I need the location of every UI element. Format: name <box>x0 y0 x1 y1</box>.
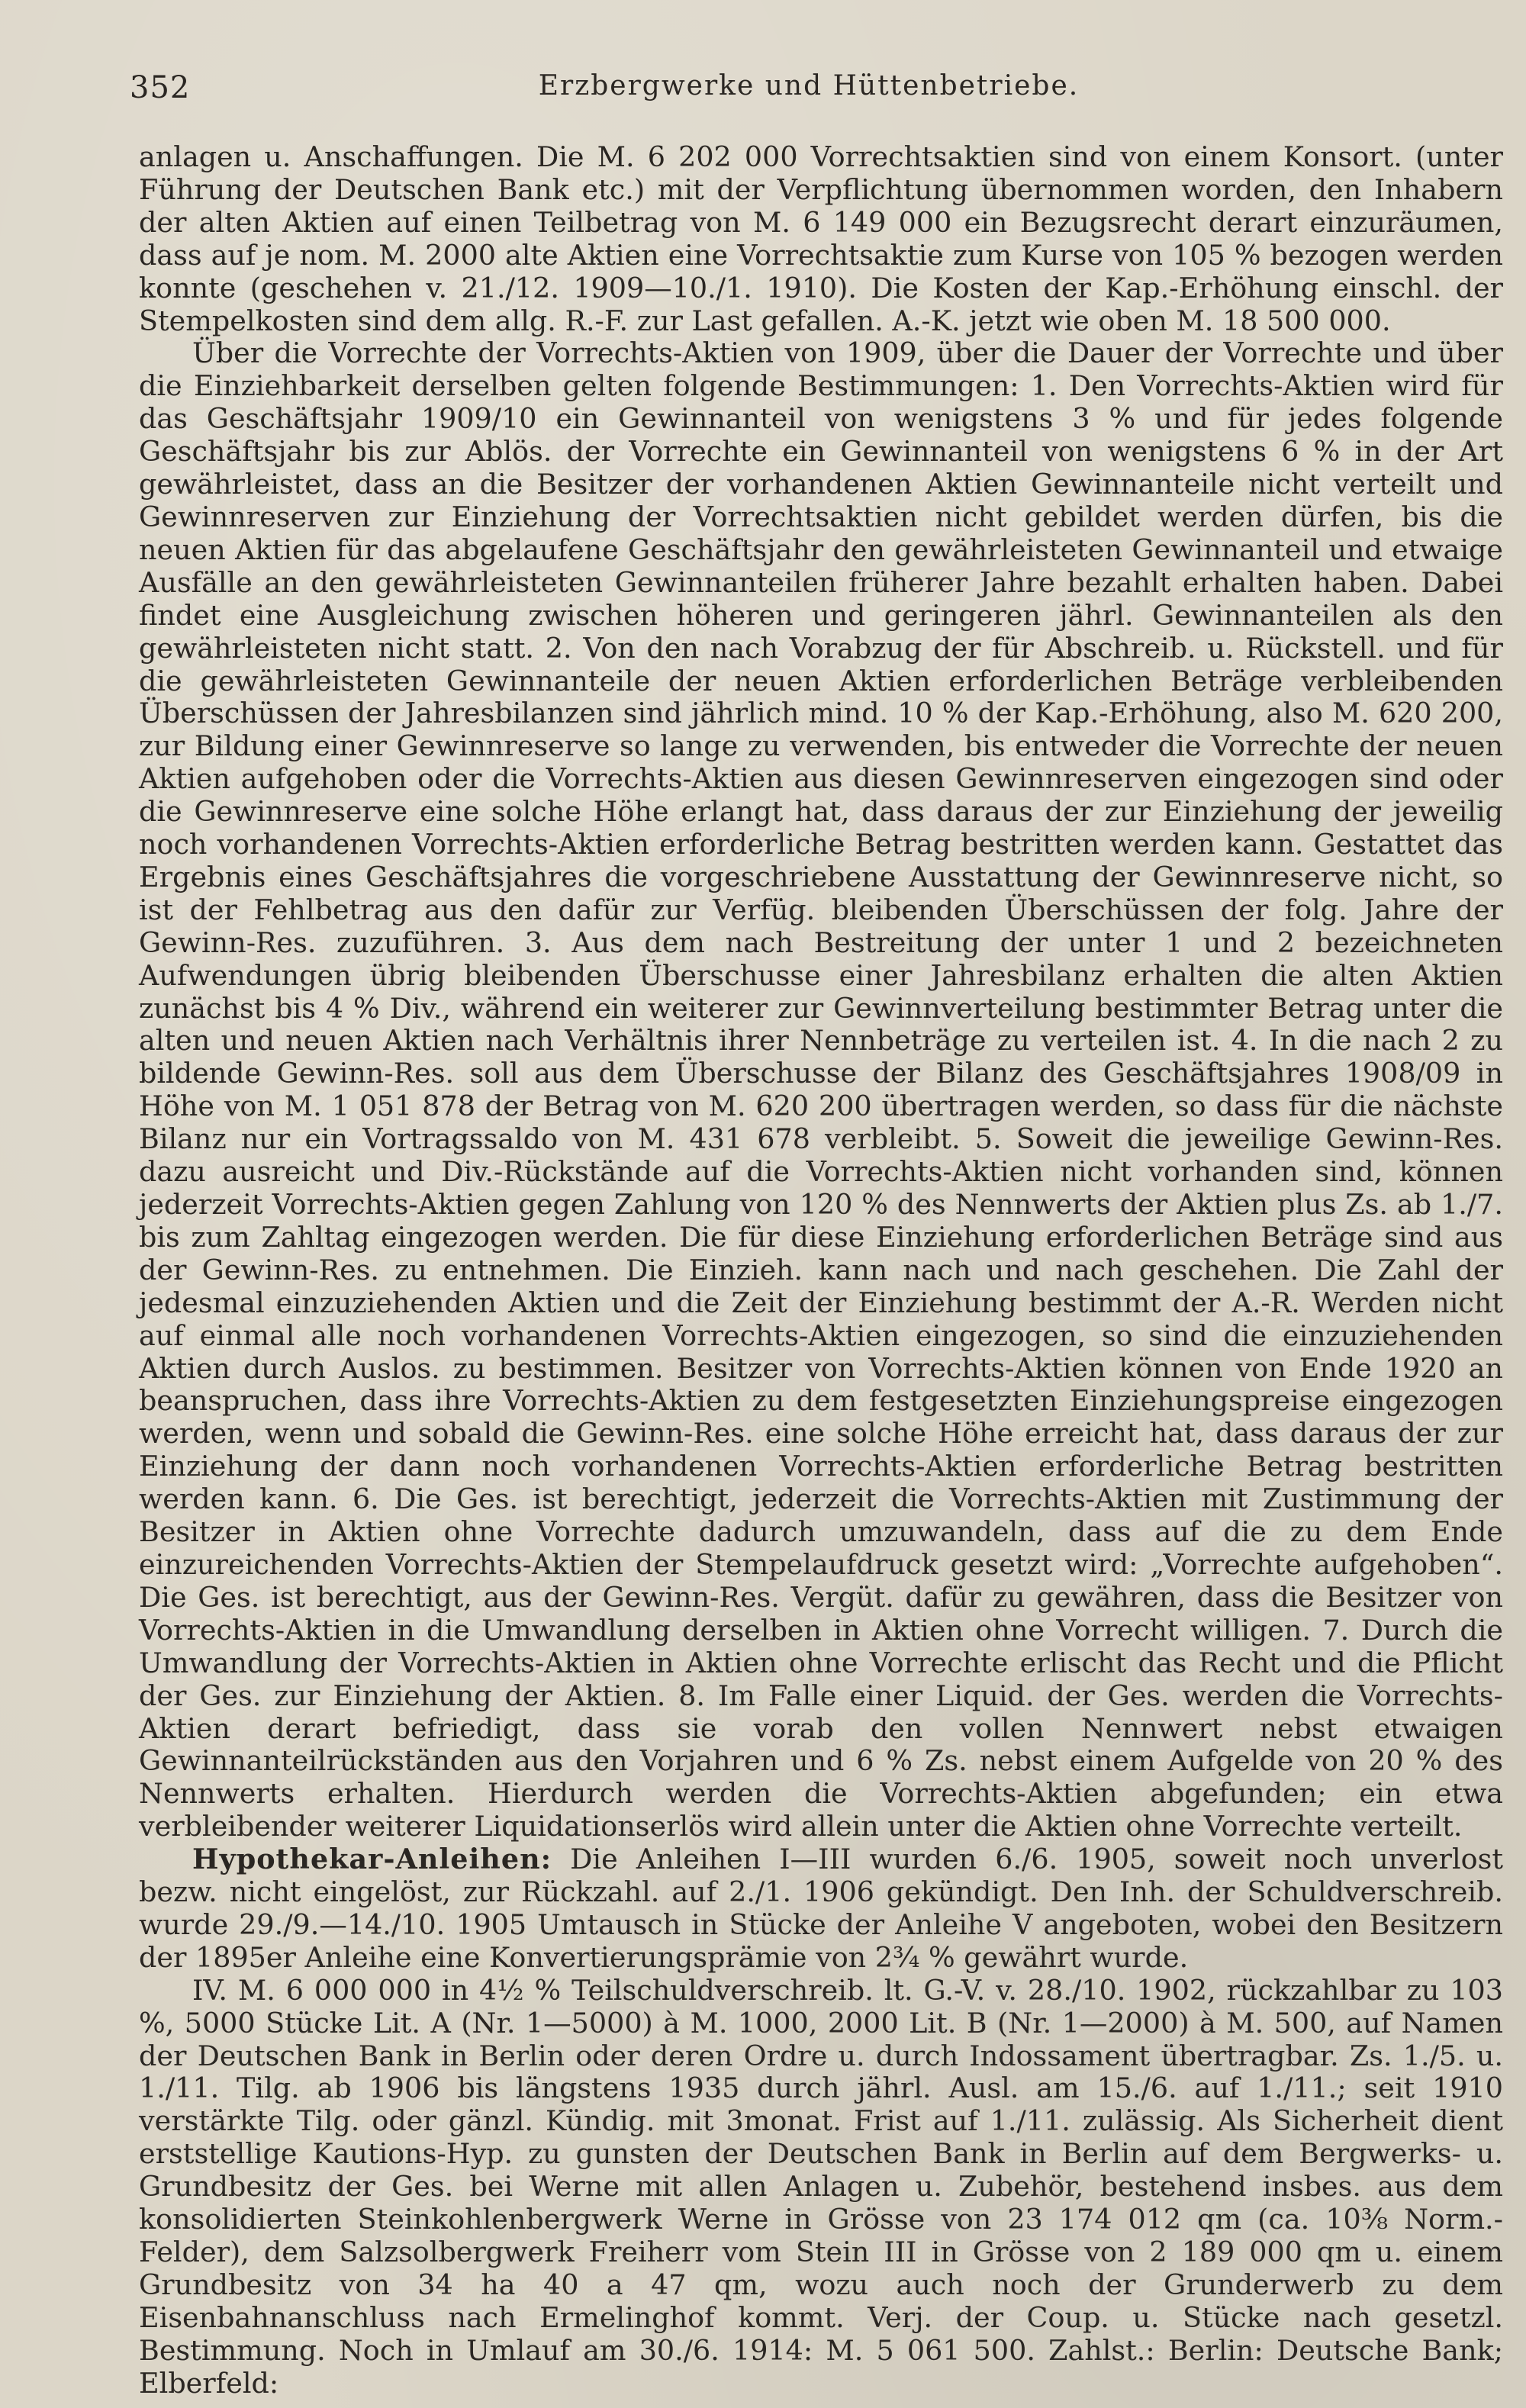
mortgage-loans-text: Die Anleihen I—III wurden 6./6. 1905, soweit noch unverlost bezw. nicht eingelöst, zur Rückzahl. auf 2./1. 1906 gekündigt. Den Inh. der Schuldverschreib. wurde 29./9.—14./10. 1905 Umtausch in Stücke der Anleihe V angeboten, wobei den Besitzern der 1895er Anleihe eine Konvertierungsprämie von 2³⁄₄ % gewährt wurde. <box>139 1843 1503 1974</box>
paragraph-preferred-share-rights: Über die Vorrechte der Vorrechts-Aktien von 1909, über die Dauer der Vorrechte und über die Einziehbarkeit derselben gelten folgende Bestimmungen: 1. Den Vorrechts-Aktien wird für das Geschäftsjahr 1909/10 ein Gewinnanteil von wenigstens 3 % und für jedes folgende Geschäftsjahr bis zur Ablös. der Vorrechte ein Gewinnanteil von wenigstens 6 % in der Art gewährleistet, dass an die Besitzer der vorhandenen Aktien Gewinnanteile nicht verteilt und Gewinnreserven zur Einziehung der Vorrechtsaktien nicht gebildet werden dürfen, bis die neuen Aktien für das abgelaufene Geschäftsjahr den gewährleisteten Gewinnanteil und etwaige Ausfälle an den gewährleisteten Gewinnanteilen früherer Jahre bezahlt erhalten haben. Dabei findet eine Ausgleichung zwischen höheren und geringeren jährl. Gewinnanteilen als den gewährleisteten nicht statt. 2. Von den nach Vorabzug der für Abschreib. u. Rückstell. und für die gewährleisteten Gewinnanteile der neuen Aktien erforderlichen Beträge verbleibenden Überschüssen der Jahresbilanzen sind jährlich mind. 10 % der Kap.-Erhöhung, also M. 620 200, zur Bildung einer Gewinnreserve so lange zu verwenden, bis entweder die Vorrechte der neuen Aktien aufgehoben oder die Vorrechts-Aktien aus diesen Gewinnreserven eingezogen sind oder die Gewinnreserve eine solche Höhe erlangt hat, dass daraus der zur Einziehung der jeweilig noch vorhandenen Vorrechts-Aktien erforderliche Betrag bestritten werden kann. Gestattet das Ergebnis eines Geschäftsjahres die vorgeschriebene Ausstattung der Gewinnreserve nicht, so ist der Fehlbetrag aus den dafür zur Verfüg. bleibenden Überschüssen der folg. Jahre der Gewinn-Res. zuzuführen. 3. Aus dem nach Bestreitung der unter 1 und 2 bezeichneten Aufwendungen übrig bleibenden Überschusse einer Jahresbilanz erhalten die alten Aktien zunächst bis 4 % Div., während ein weiterer zur Gewinnverteilung bestimmter Betrag unter die alten und neuen Aktien nach Verhältnis ihrer Nennbeträge zu verteilen ist. 4. In die nach 2 zu bildende Gewinn-Res. soll aus dem Überschusse der Bilanz des Geschäftsjahres 1908/09 in Höhe von M. 1 051 878 der Betrag von M. 620 200 übertragen werden, so dass für die nächste Bilanz nur ein Vortragssaldo von M. 431 678 verbleibt. 5. Soweit die jeweilige Gewinn-Res. dazu ausreicht und Div.-Rückstände auf die Vorrechts-Aktien nicht vorhanden sind, können jederzeit Vorrechts-Aktien gegen Zahlung von 120 % des Nennwerts der Aktien plus Zs. ab 1./7. bis zum Zahltag eingezogen werden. Die für diese Einziehung erforderlichen Beträge sind aus der Gewinn-Res. zu entnehmen. Die Einzieh. kann nach und nach geschehen. Die Zahl der jedesmal einzuziehenden Aktien und die Zeit der Einziehung bestimmt der A.-R. Werden nicht auf einmal alle noch vorhandenen Vorrechts-Aktien eingezogen, so sind die einzuziehenden Aktien durch Auslos. zu bestimmen. Besitzer von Vorrechts-Aktien können von Ende 1920 an beanspruchen, dass ihre Vorrechts-Aktien zu dem festgesetzten Einziehungspreise eingezogen werden, wenn und sobald die Gewinn-Res. eine solche Höhe erreicht hat, dass daraus der zur Einziehung der dann noch vorhandenen Vorrechts-Aktien erforderliche Betrag bestritten werden kann. 6. Die Ges. ist berechtigt, jederzeit die Vorrechts-Aktien mit Zustimmung der Besitzer in Aktien ohne Vorrechte dadurch umzuwandeln, dass auf die zu dem Ende einzureichenden Vorrechts-Aktien der Stempelaufdruck gesetzt wird: „Vorrechte aufgehoben“. Die Ges. ist berechtigt, aus der Gewinn-Res. Vergüt. dafür zu gewähren, dass die Besitzer von Vorrechts-Aktien in die Umwandlung derselben in Aktien ohne Vorrecht willigen. 7. Durch die Umwandlung der Vorrechts-Aktien in Aktien ohne Vorrechte erlischt das Recht und die Pflicht der Ges. zur Einziehung der Aktien. 8. Im Falle einer Liquid. der Ges. werden die Vorrechts-Aktien derart befriedigt, dass sie vorab den vollen Nennwert nebst etwaigen Gewinnanteilrückständen aus den Vorjahren und 6 % Zs. nebst einem Aufgelde von 20 % des Nennwerts erhalten. Hierdurch werden die Vorrechts-Aktien abgefunden; ein etwa verbleibender weiterer Liquidationserlös wird allein unter die Aktien ohne Vorrechte verteilt. <box>139 336 1503 1843</box>
paragraph-loan-iv: IV. M. 6 000 000 in 4½ % Teilschuldverschreib. lt. G.-V. v. 28./10. 1902, rückzahlbar zu 103 %, 5000 Stücke Lit. A (Nr. 1—5000) à M. 1000, 2000 Lit. B (Nr. 1—2000) à M. 500, auf Namen der Deutschen Bank in Berlin oder deren Ordre u. durch Indossament übertragbar. Zs. 1./5. u. 1./11. Tilg. ab 1906 bis längstens 1935 durch jährl. Ausl. am 15./6. auf 1./11.; seit 1910 verstärkte Tilg. oder gänzl. Kündig. mit 3monat. Frist auf 1./11. zulässig. Als Sicherheit dient erststellige Kautions-Hyp. zu gunsten der Deutschen Bank in Berlin auf dem Bergwerks- u. Grundbesitz der Ges. bei Werne mit allen Anlagen u. Zubehör, bestehend insbes. aus dem konsolidierten Steinkohlenbergwerk Werne in Grösse von 23 174 012 qm (ca. 10³⁄₈ Norm.-Felder), dem Salzsolbergwerk Freiherr vom Stein III in Grösse von 2 189 000 qm u. einem Grundbesitz von 34 ha 40 a 47 qm, wozu auch noch der Grunderwerb zu dem Eisenbahnanschluss nach Ermelinghof kommt. Verj. der Coup. u. Stücke nach gesetzl. Bestimmung. Noch in Umlauf am 30./6. 1914: M. 5 061 500. Zahlst.: Berlin: Deutsche Bank; Elberfeld: <box>139 1973 1503 2400</box>
paragraph-mortgage-loans <box>139 1843 1503 1975</box>
section-heading-mortgage-loans: Hypothekar-Anleihen: <box>192 1843 552 1876</box>
paragraph-capital-increase: anlagen u. Anschaffungen. Die M. 6 202 000 Vorrechtsaktien sind von einem Konsort. (unter Führung der Deutschen Bank etc.) mit der Verpflichtung übernommen worden, den Inhabern der alten Aktien auf einen Teilbetrag von M. 6 149 000 ein Bezugsrecht derart einzuräumen, dass auf je nom. M. 2000 alte Aktien eine Vorrechtsaktie zum Kurse von 105 % bezogen werden konnte (geschehen v. 21./12. 1909—10./1. 1910). Die Kosten der Kap.-Erhöhung einschl. der Stempelkosten sind dem allg. R.-F. zur Last gefallen. A.-K. jetzt wie oben M. 18 500 000. <box>139 140 1503 337</box>
running-title: Erzbergwerke und Hüttenbetriebe. <box>538 70 1080 101</box>
page-header <box>130 70 1488 116</box>
page-number: 352 <box>130 70 191 105</box>
body-text <box>139 141 1503 2400</box>
